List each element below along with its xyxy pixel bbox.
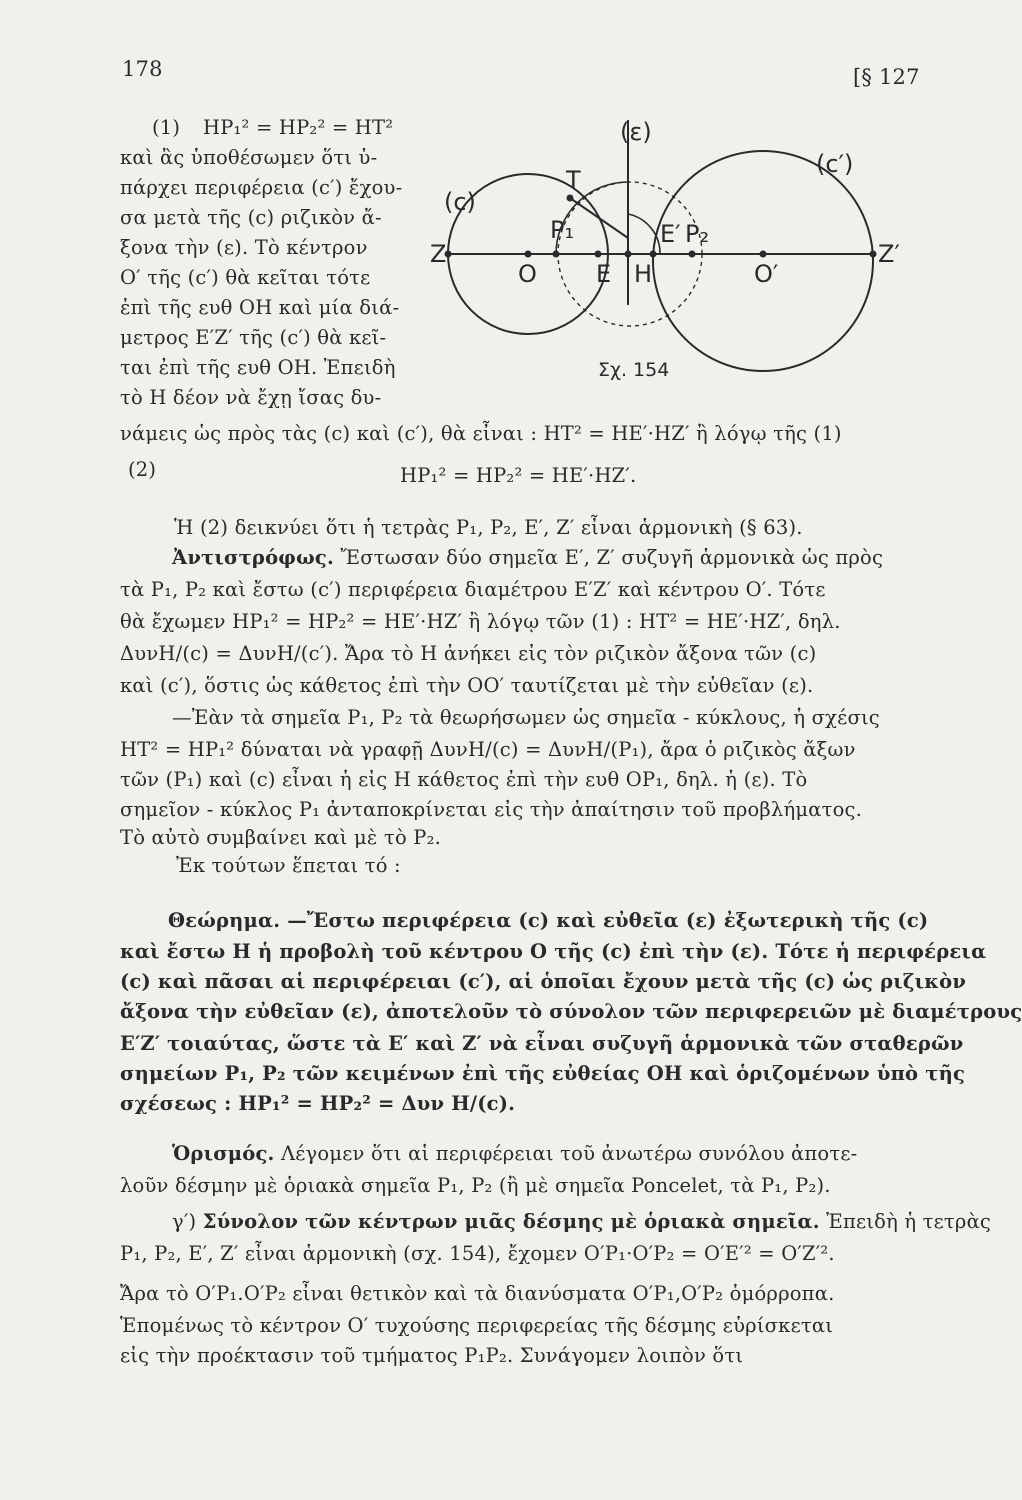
point-o-prime <box>760 251 767 258</box>
para3-line-3: τῶν (P₁) καὶ (c) εἶναι ἡ εἰς Η κάθετος ἐπὶ τὴν ευθ ΟP₁, δηλ. ἡ (ε). Τὸ <box>120 768 808 791</box>
para2-line-1: τὰ P₁, P₂ καὶ ἔστω (c′) περιφέρεια διαμέτρου Ε′Ζ′ καὶ κέντρου Ο′. Τότε <box>120 578 826 601</box>
para4-first-tail: Ἐπειδὴ ἡ τετρὰς <box>826 1210 992 1233</box>
para3-line-1: —Ἐὰν τὰ σημεῖα P₁, P₂ τὰ θεωρήσωμεν ὡς σημεῖα - κύκλους, ἡ σχέσις <box>172 706 880 729</box>
para4-line-4: εἰς τὴν προέκτασιν τοῦ τμήματος P₁P₂. Συνάγομεν λοιπὸν ὅτι <box>120 1344 744 1367</box>
label-epsilon: (ε) <box>620 118 652 146</box>
theorem-line-5: Ε′Ζ′ τοιαύτας, ὥστε τὰ Ε′ καὶ Ζ′ νὰ εἶναι συζυγῆ ἁρμονικὰ τῶν σταθερῶν <box>120 1032 964 1055</box>
point-e-prime <box>650 251 657 258</box>
definition-line-1: Λέγομεν ὅτι αἱ περιφέρειαι τοῦ ἀνωτέρω συνόλου ἀποτε- <box>280 1142 858 1165</box>
para2-first: Ἔστωσαν δύο σημεῖα Ε′, Ζ′ συζυγῆ ἁρμονικὰ ὡς πρὸς <box>340 546 884 569</box>
theorem-title: Θεώρημα. <box>168 909 281 932</box>
figure-154 <box>430 110 930 395</box>
label-o-prime: O′ <box>754 260 779 288</box>
definition-title: Ὁρισμός. <box>172 1142 275 1165</box>
point-h <box>625 251 632 258</box>
label-p1: P₁ <box>550 216 575 244</box>
para2-line-4: καὶ (c′), ὅστις ὡς κάθετος ἐπὶ τὴν ΟΟ′ ταυτίζεται μὲ τὴν εὐθεῖαν (ε). <box>120 674 814 697</box>
label-t: T <box>566 166 581 194</box>
intro-line-2: πάρχει περιφέρεια (c′) ἔχου- <box>120 176 403 199</box>
label-o: O <box>518 260 537 288</box>
eq2-label: (2) <box>128 458 157 481</box>
intro-line-8: ται ἐπὶ τῆς ευθ ΟΗ. Ἐπειδὴ <box>120 356 396 379</box>
para4-line-2: Ἄρα τὸ O′P₁.O′P₂ εἶναι θετικὸν καὶ τὰ διανύσματα O′P₁,O′P₂ ὁμόρροπα. <box>120 1282 835 1305</box>
para2-line-3: ΔυνΗ/(c) = ΔυνΗ/(c′). Ἄρα τὸ Η ἀνήκει εἰς τὸν ριζικὸν ἄξονα τῶν (c) <box>120 642 817 665</box>
para3-line-5: Τὸ αὐτὸ συμβαίνει καὶ μὲ τὸ P₂. <box>120 826 442 849</box>
para4-line-1: P₁, P₂, E′, Z′ εἶναι ἁρμονικὴ (σχ. 154), ἔχομεν O′P₁·O′P₂ = O′E′² = O′Z′². <box>120 1242 835 1265</box>
intro-line-9: τὸ Η δέον νὰ ἔχῃ ἴσας δυ- <box>120 386 382 409</box>
label-z: Z <box>430 240 447 268</box>
figure-caption: Σχ. 154 <box>598 359 670 381</box>
para2-heading: Ἀντιστρόφως. <box>172 546 334 569</box>
intro-full-line: νάμεις ὡς πρὸς τὰς (c) καὶ (c′), θὰ εἶναι : HT² = HE′·HZ′ ἢ λόγῳ τῆς (1) <box>120 422 842 445</box>
eq1-label: (1) <box>152 116 181 139</box>
label-e: E <box>596 260 612 288</box>
intro-line-1: καὶ ἂς ὑποθέσωμεν ὅτι ὑ- <box>120 146 378 169</box>
para3-line-2: HT² = HP₁² δύναται νὰ γραφῇ ΔυνΗ/(c) = ΔυνΗ/(P₁), ἄρα ὁ ριζικὸς ἄξων <box>120 738 856 761</box>
label-c-prime: (c′) <box>816 150 854 178</box>
label-h: H <box>634 260 653 288</box>
para4-heading: Σύνολον τῶν κέντρων μιᾶς δέσμης μὲ ὁριακὰ σημεῖα. <box>202 1210 820 1233</box>
point-p1 <box>553 251 560 258</box>
intro-line-3: σα μετὰ τῆς (c) ριζικὸν ἄ- <box>120 206 382 229</box>
intro-line-7: μετρος Ε′Ζ′ τῆς (c′) θὰ κεῖ- <box>120 326 387 349</box>
point-z-prime <box>870 251 877 258</box>
theorem-line-2: καὶ ἔστω Η ἡ προβολὴ τοῦ κέντρου Ο τῆς (c) ἐπὶ τὴν (ε). Τότε ἡ περιφέρεια <box>120 940 987 963</box>
eq1: HP₁² = HP₂² = HT² <box>203 116 394 139</box>
para2-line-2: θὰ ἔχωμεν HP₁² = HP₂² = HE′·HZ′ ἢ λόγῳ τῶν (1) : HT² = HE′·HZ′, δηλ. <box>120 610 841 633</box>
point-p2 <box>689 251 696 258</box>
para1-line-1: Ἡ (2) δεικνύει ὅτι ἡ τετρὰς P₁, P₂, E′, Z′ εἶναι ἁρμονικὴ (§ 63). <box>174 516 803 539</box>
label-e-prime: E′ <box>660 220 681 248</box>
intro-line-4: ξονα τὴν (ε). Τὸ κέντρον <box>120 236 368 259</box>
para3-line-6: Ἐκ τούτων ἕπεται τό : <box>176 854 401 877</box>
theorem-line-4: ἄξονα τὴν εὐθεῖαν (ε), ἀποτελοῦν τὸ σύνολον τῶν περιφερειῶν μὲ διαμέτρους <box>120 1000 1022 1023</box>
theorem-line-6: σημείων P₁, P₂ τῶν κειμένων ἐπὶ τῆς εὐθείας ΟΗ καὶ ὁριζομένων ὑπὸ τῆς <box>120 1062 966 1085</box>
point-e <box>595 251 602 258</box>
label-c: (c) <box>444 188 476 216</box>
theorem-line-1: —Ἔστω περιφέρεια (c) καὶ εὐθεῖα (ε) ἐξωτερικὴ τῆς (c) <box>287 909 929 932</box>
point-t <box>567 195 574 202</box>
para3-line-4: σημεῖον - κύκλος P₁ ἀνταποκρίνεται εἰς τὴν ἀπαίτησιν τοῦ προβλήματος. <box>120 798 863 821</box>
circle-p2 <box>628 214 660 254</box>
intro-line-6: ἐπὶ τῆς ευθ ΟΗ καὶ μία διά- <box>120 296 400 319</box>
page-number: 178 <box>122 57 163 81</box>
para4-line-3: Ἑπομένως τὸ κέντρον Ο′ τυχούσης περιφερείας τῆς δέσμης εὑρίσκεται <box>120 1314 834 1337</box>
eq2: HP₁² = HP₂² = HE′·HZ′. <box>400 464 637 487</box>
theorem-line-7: σχέσεως : HP₁² = HP₂² = Δυν Η/(c). <box>120 1092 516 1115</box>
definition-line-2: λοῦν δέσμην μὲ ὁριακὰ σημεῖα P₁, P₂ (ἢ μὲ σημεῖα Poncelet, τὰ P₁, P₂). <box>120 1174 831 1197</box>
label-z-prime: Z′ <box>878 240 900 268</box>
section-ref: [§ 127 <box>853 65 920 89</box>
para4-label: γ′) <box>172 1210 197 1233</box>
intro-line-5: Ο′ τῆς (c′) θὰ κεῖται τότε <box>120 266 371 289</box>
label-p2: P₂ <box>685 220 710 248</box>
point-o <box>525 251 532 258</box>
theorem-line-3: (c) καὶ πᾶσαι αἱ περιφέρειαι (c′), αἱ ὁποῖαι ἔχουν μετὰ τῆς (c) ὡς ριζικὸν <box>120 970 967 993</box>
